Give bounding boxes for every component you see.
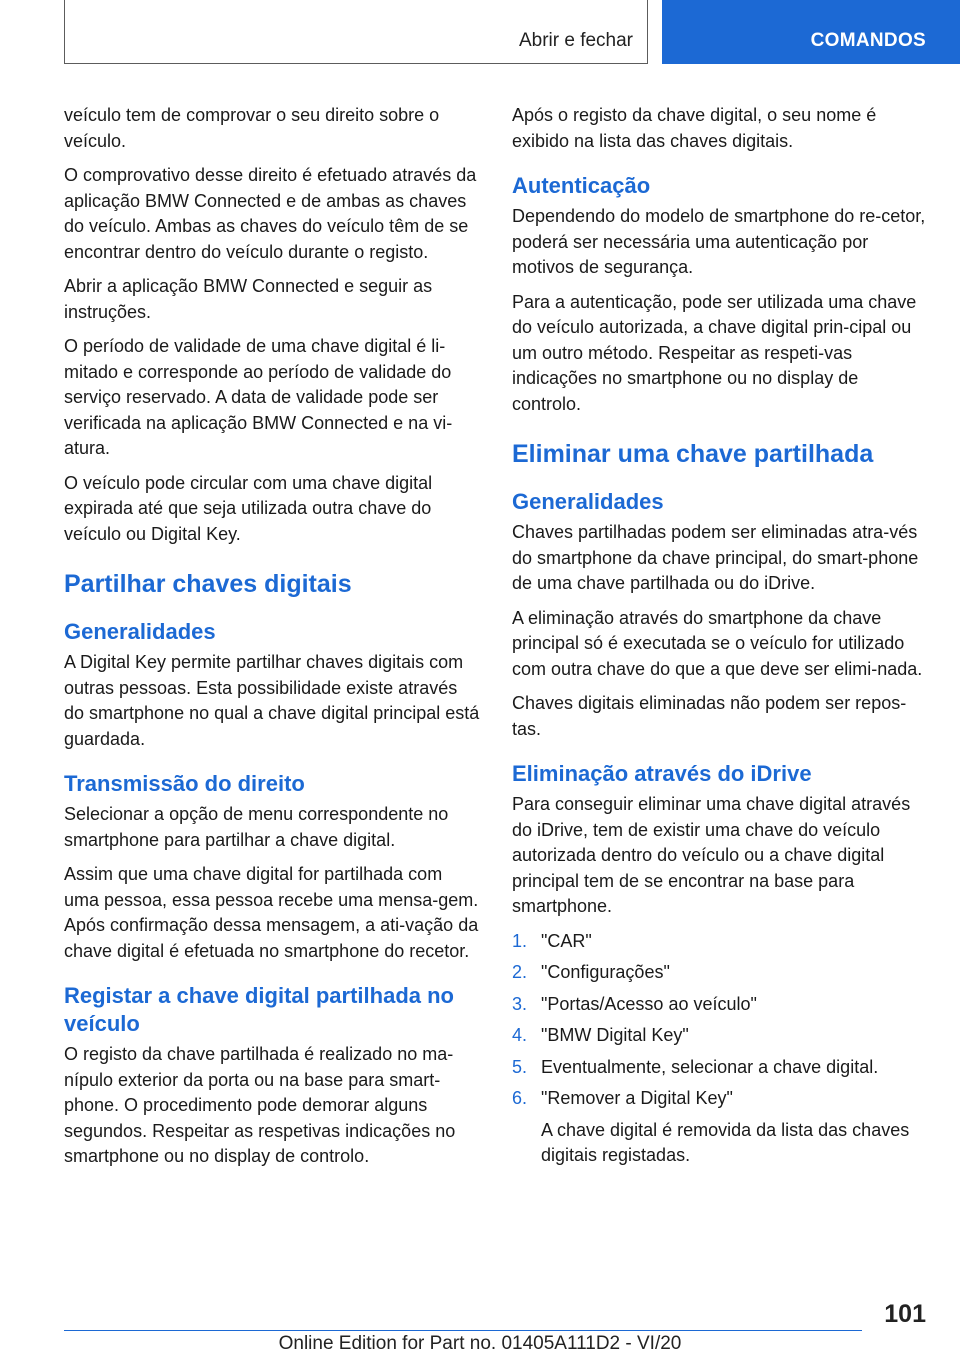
paragraph: O comprovativo desse direito é efetuado através da aplicação BMW Connected e de ambas as chaves do veículo. Ambas as chaves do veículo têm de se encontrar dentro do veículo durante o registo. [64, 165, 477, 262]
paragraph: O período de validade de uma chave digital é li‐mitado e corresponde ao período de validade do serviço reservado. A data de validade pode ser verificada na aplicação BMW Connected e na vi‐atura. [64, 336, 453, 458]
subheading-transfer: Transmissão do direito [64, 771, 305, 796]
subheading-general: Generalidades [64, 619, 216, 644]
list-item [512, 1023, 928, 1049]
step-text: "BMW Digital Key" [541, 1025, 689, 1045]
heading-share-digital-keys: Partilhar chaves digitais [64, 570, 352, 598]
step-number: 3. [512, 993, 528, 1014]
step-text: "Remover a Digital Key" [541, 1088, 733, 1108]
step-text: "Configurações" [541, 962, 670, 982]
paragraph: veículo tem de comprovar o seu direito sobre o veículo. [64, 105, 440, 151]
step-number: 2. [512, 962, 528, 982]
step-number: 4. [512, 1025, 528, 1045]
heading-delete-shared-key: Eliminar uma chave partilhada [512, 440, 874, 468]
paragraph: O veículo pode circular com uma chave digital expirada até que seja utilizada outra chave do veículo ou Digital Key. [64, 472, 433, 544]
list-item [512, 1086, 928, 1169]
subheading-general: Generalidades [512, 489, 664, 514]
list-item [512, 1055, 928, 1081]
paragraph: Chaves digitais eliminadas não podem ser repos‐tas. [512, 693, 907, 739]
paragraph: Para a autenticação, pode ser utilizada uma chave do veículo autorizada, a chave digital prin‐cipal ou um outro método. Respeitar as respeti‐vas indicações no smartphone ou no display de controlo. [512, 291, 917, 414]
footer-divider [64, 1330, 862, 1331]
paragraph: Para conseguir eliminar uma chave digital através do iDrive, tem de existir uma chave do veículo autorizada dentro do veículo ou a chave digital principal tem de se encontrar na base para smartphone. [512, 794, 911, 916]
paragraph: Abrir a aplicação BMW Connected e seguir as instruções. [64, 276, 433, 322]
header-section-title: Abrir e fechar [518, 30, 633, 51]
paragraph: A eliminação através do smartphone da chave principal só é executada se o veículo for utilizado com outra chave do que a que deve ser elimi‐nada. [512, 607, 923, 679]
idrive-steps-list [512, 929, 928, 1169]
step-text: "CAR" [541, 930, 592, 951]
step-text: "Portas/Acesso ao veículo" [541, 993, 757, 1014]
step-number: 5. [512, 1056, 528, 1077]
step-text: Eventualmente, selecionar a chave digital. [541, 1056, 879, 1077]
header-chapter-tab: COMANDOS [662, 0, 960, 64]
paragraph: A Digital Key permite partilhar chaves digitais com outras pessoas. Esta possibilidade existe através do smartphone no qual a chave digital principal está guardada. [64, 652, 480, 749]
step-result-text: A chave digital é removida da lista das chaves digitais registadas. [541, 1119, 910, 1165]
right-column [512, 103, 928, 1175]
footer-edition-text: Online Edition for Part no. 01405A111D2 - VI/20 [278, 1333, 682, 1354]
subheading-delete-via-idrive: Eliminação através do iDrive [512, 761, 812, 786]
paragraph: Selecionar a opção de menu correspondente no smartphone para partilhar a chave digital. [64, 804, 449, 850]
subheading-authentication: Autenticação [512, 173, 651, 198]
paragraph: Após o registo da chave digital, o seu nome é exibido na lista das chaves digitais. [512, 105, 877, 151]
subheading-register: Registar a chave digital partilhada no veículo [64, 983, 454, 1036]
paragraph: Assim que uma chave digital for partilhada com uma pessoa, essa pessoa recebe uma mensa‐gem. Após confirmação dessa mensagem, a ati‐vação da chave digital é efetuada no smartphone do recetor. [64, 864, 479, 961]
step-number: 6. [512, 1088, 528, 1108]
paragraph: Dependendo do modelo de smartphone do re‐cetor, poderá ser necessária uma autenticação por motivos de segurança. [512, 206, 926, 277]
list-item [512, 992, 928, 1018]
page-number: 101 [884, 1300, 926, 1328]
left-column [64, 103, 480, 1179]
paragraph: O registo da chave partilhada é realizado no ma‐nípulo exterior da porta ou na base para smart‐phone. O procedimento pode demorar alguns segundos. Respeitar as respetivas indicações no smartphone ou no display de controlo. [64, 1044, 456, 1166]
header-section-box [64, 0, 648, 64]
step-number: 1. [512, 930, 528, 951]
list-item [512, 960, 928, 986]
paragraph: Chaves partilhadas podem ser eliminadas atra‐vés do smartphone da chave principal, do smart‐phone de uma chave partilhada ou do iDrive. [512, 522, 919, 593]
list-item [512, 929, 928, 955]
